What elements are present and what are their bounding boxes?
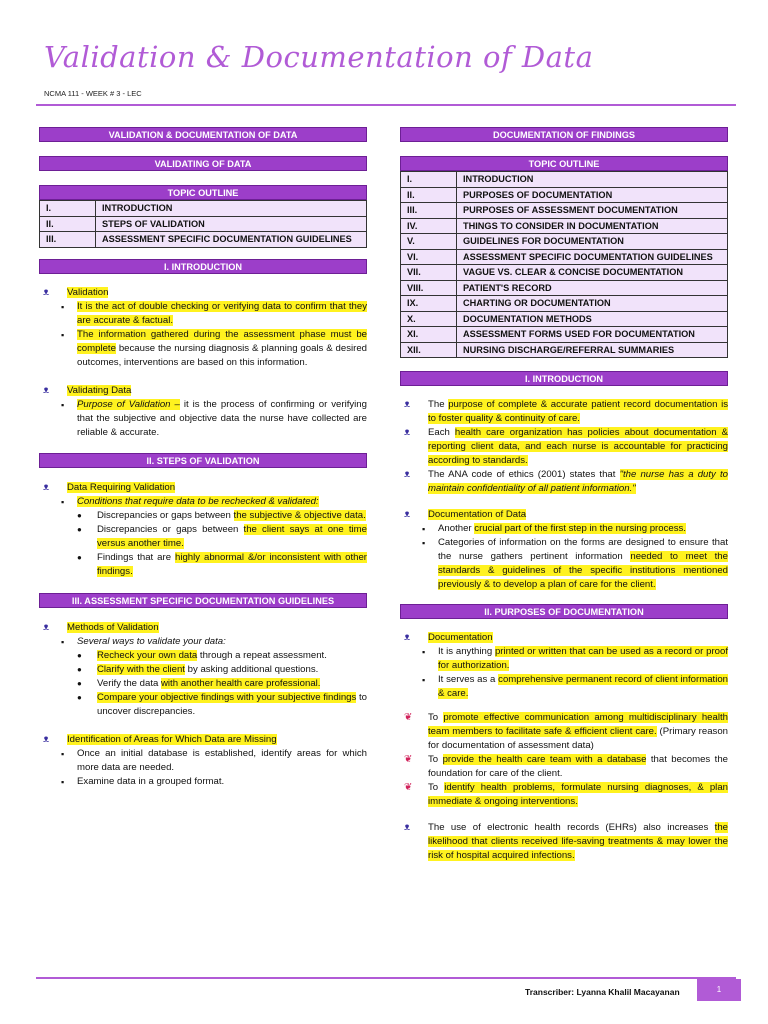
body-text: Several ways to validate your data: — [77, 635, 226, 647]
sub-list-item — [75, 663, 367, 677]
intro-item — [400, 468, 728, 496]
list-item — [61, 398, 367, 440]
outline-row — [401, 249, 728, 265]
body-text: it is the process of confirming or verifying that the subjective and objective data the nurse have collected are reliable & accurate. — [77, 398, 367, 438]
section-bar-assessment-guidelines: III. ASSESSMENT SPECIFIC DOCUMENTATION GUIDELINES — [39, 593, 367, 608]
section-bar-purposes: II. PURPOSES OF DOCUMENTATION — [400, 604, 728, 619]
list-item — [422, 522, 728, 536]
highlight-text: Conditions that require data to be rechecked & validated: — [77, 495, 319, 507]
course-subtitle: NCMA 111 - WEEK # 3 - LEC — [44, 89, 142, 98]
outline-row — [40, 232, 367, 248]
outline-row — [401, 311, 728, 327]
outline-row — [401, 296, 728, 312]
outline-num: I. — [40, 201, 96, 217]
butterfly-icon: ᴥ — [404, 427, 411, 438]
highlight-text: needed to meet the standards & guidelines of the specific institutions mentioned previously & to develop a plan of care for the client. — [438, 551, 728, 590]
outline-text: PURPOSES OF ASSESSMENT DOCUMENTATION — [457, 203, 728, 219]
outline-num: VII. — [401, 265, 457, 281]
body-text: Once an initial database is established, identify areas for which more data are needed. — [77, 747, 367, 773]
body-text: The — [428, 399, 449, 410]
outline-text: PURPOSES OF DOCUMENTATION — [457, 187, 728, 203]
validating-heading: Validating Data — [67, 384, 132, 396]
outline-row — [401, 234, 728, 250]
list-item — [422, 673, 728, 701]
list-item — [61, 328, 367, 370]
body-text: Another — [438, 523, 475, 534]
body-text: Discrepancies or gaps between — [97, 523, 244, 535]
doc-list — [422, 645, 728, 701]
outline-num: X. — [401, 311, 457, 327]
list-item — [422, 645, 728, 673]
list-item — [61, 300, 367, 328]
list-item — [61, 775, 367, 789]
body-text: To — [428, 712, 444, 723]
outline-num: III. — [401, 203, 457, 219]
outline-text: INTRODUCTION — [457, 172, 728, 188]
left-column — [39, 127, 367, 789]
outline-row — [401, 280, 728, 296]
outline-text: STEPS OF VALIDATION — [96, 216, 367, 232]
highlight-text: identify health problems, formulate nursing diagnoses, & plan immediate & ongoing interventions. — [428, 782, 728, 807]
outline-num: II. — [40, 216, 96, 232]
butterfly-icon: ᴥ — [404, 399, 411, 410]
documentation-of-data-item — [400, 508, 728, 522]
section-bar-introduction: I. INTRODUCTION — [39, 259, 367, 274]
validation-list — [61, 300, 367, 370]
sub-list-item — [75, 691, 367, 719]
list-item — [61, 747, 367, 775]
outline-row — [401, 187, 728, 203]
highlight-text: Clarify with the client — [97, 663, 185, 675]
section-bar-introduction: I. INTRODUCTION — [400, 371, 728, 386]
outline-text: DOCUMENTATION METHODS — [457, 311, 728, 327]
body-text: Each — [428, 427, 455, 438]
outline-num: IV. — [401, 218, 457, 234]
validation-item — [39, 286, 367, 300]
outline-num: II. — [401, 187, 457, 203]
outline-num: III. — [40, 232, 96, 248]
right-column — [400, 127, 728, 863]
req-heading: Data Requiring Validation — [67, 481, 176, 493]
body-text: Findings that are — [97, 551, 175, 563]
body-text: The ANA code of ethics (2001) states that — [428, 469, 620, 480]
outline-text: CHARTING OR DOCUMENTATION — [457, 296, 728, 312]
purpose-item — [400, 781, 728, 809]
body-text: The use of electronic health records (EHRs) also increases — [428, 822, 715, 833]
body-text: because the nursing diagnosis & planning goals & desired outcomes, interventions are based on this information. — [77, 342, 367, 368]
body-text: that becomes the foundation for care of the client. — [428, 754, 728, 779]
topic-outline-header: TOPIC OUTLINE — [400, 156, 728, 171]
rose-icon: ❦ — [404, 712, 413, 723]
highlight-text: comprehensive permanent record of client information & care. — [438, 674, 728, 699]
doc-heading: Documentation — [428, 632, 493, 643]
transcriber-credit: Transcriber: Lyanna Khalil Macayanan — [525, 987, 680, 997]
outline-text: GUIDELINES FOR DOCUMENTATION — [457, 234, 728, 250]
outline-num: VI. — [401, 249, 457, 265]
butterfly-icon: ᴥ — [43, 286, 50, 298]
outline-num: V. — [401, 234, 457, 250]
highlight-text: The information gathered during the assessment phase must be complete — [77, 328, 367, 354]
sub-list-item — [75, 523, 367, 551]
outline-text: THINGS TO CONSIDER IN DOCUMENTATION — [457, 218, 728, 234]
highlight-text: crucial part of the first step in the nursing process. — [474, 523, 686, 534]
highlight-text: highly abnormal &/or inconsistent with other findings. — [97, 551, 367, 577]
body-text: To — [428, 754, 443, 765]
topic-outline-table — [400, 171, 728, 358]
butterfly-icon: ᴥ — [404, 509, 411, 520]
list-item — [61, 495, 367, 579]
outline-row — [401, 172, 728, 188]
butterfly-icon: ᴥ — [43, 621, 50, 633]
sub-list-item — [75, 509, 367, 523]
outline-num: IX. — [401, 296, 457, 312]
body-text: through a repeat assessment. — [197, 649, 327, 661]
rose-icon: ❦ — [404, 782, 413, 793]
highlight-text: the subjective & objective data. — [233, 509, 366, 521]
intro-item — [400, 426, 728, 468]
outline-text: INTRODUCTION — [96, 201, 367, 217]
outline-text: ASSESSMENT SPECIFIC DOCUMENTATION GUIDELINES — [457, 249, 728, 265]
purpose-item — [400, 711, 728, 753]
highlight-text: purpose of complete & accurate patient record documentation is to foster quality & continuity of care. — [428, 399, 728, 424]
body-text: (Primary reason for documentation of assessment data) — [428, 726, 728, 751]
purpose-item — [400, 753, 728, 781]
req-list — [61, 495, 367, 579]
highlight-text: It is the act of double checking or verifying data to confirm that they are accurate & factual. — [77, 300, 367, 326]
methods-list — [61, 635, 367, 719]
rose-icon: ❦ — [404, 754, 413, 765]
methods-item — [39, 621, 367, 635]
ident-list — [61, 747, 367, 789]
data-requiring-validation-item — [39, 481, 367, 495]
validation-heading: Validation — [67, 286, 109, 298]
outline-num: XI. — [401, 327, 457, 343]
validating-data-item — [39, 384, 367, 398]
docdata-heading: Documentation of Data — [428, 509, 527, 520]
butterfly-icon: ᴥ — [43, 733, 50, 745]
outline-text: NURSING DISCHARGE/REFERRAL SUMMARIES — [457, 342, 728, 358]
page-number: 1 — [697, 979, 741, 1001]
highlight-text: provide the health care team with a database — [442, 754, 647, 765]
sub-list-item — [75, 551, 367, 579]
body-text: It is anything — [438, 646, 495, 657]
body-text: by asking additional questions. — [184, 663, 319, 675]
highlight-text: Compare your objective findings with your subjective findings — [97, 691, 357, 703]
bottom-divider — [36, 977, 736, 979]
highlight-text: with another health care professional. — [161, 677, 321, 689]
outline-text: ASSESSMENT FORMS USED FOR DOCUMENTATION — [457, 327, 728, 343]
outline-row — [401, 203, 728, 219]
highlight-text: "the nurse has a duty to maintain confidentiality of all patient information." — [428, 469, 728, 494]
butterfly-icon: ᴥ — [404, 632, 411, 643]
highlight-text: health care organization has policies about documentation & reporting client data, and each nurse is accountable for practicing according to standards. — [428, 427, 728, 466]
highlight-text: the likelihood that clients received life-saving treatments & may lower the risk of hospital acquired infections. — [428, 822, 728, 861]
validating-list — [61, 398, 367, 440]
docdata-list — [422, 522, 728, 592]
methods-heading: Methods of Validation — [67, 621, 159, 633]
topic-outline-header: TOPIC OUTLINE — [39, 185, 367, 200]
highlight-text: printed or written that can be used as a record or proof for authorization. — [438, 646, 728, 671]
butterfly-icon: ᴥ — [404, 822, 411, 833]
outline-num: XII. — [401, 342, 457, 358]
body-text: It serves as a — [438, 674, 499, 685]
outline-row — [401, 327, 728, 343]
highlight-text: the client says at one time versus another time. — [97, 523, 367, 549]
intro-item — [400, 398, 728, 426]
body-text: Examine data in a grouped format. — [77, 775, 225, 787]
outline-row — [401, 265, 728, 281]
outline-num: I. — [401, 172, 457, 188]
butterfly-icon: ᴥ — [43, 384, 50, 396]
req-sublist — [75, 509, 367, 579]
outline-row — [40, 201, 367, 217]
list-item — [61, 635, 367, 719]
outline-row — [401, 342, 728, 358]
outline-text: VAGUE VS. CLEAR & CONCISE DOCUMENTATION — [457, 265, 728, 281]
page-title: Validation & Documentation of Data — [44, 40, 594, 74]
highlight-text: Recheck your own data — [97, 649, 198, 661]
topic-outline-table — [39, 200, 367, 248]
section-bar-validation-documentation: VALIDATION & DOCUMENTATION OF DATA — [39, 127, 367, 142]
butterfly-icon: ᴥ — [43, 481, 50, 493]
butterfly-icon: ᴥ — [404, 469, 411, 480]
body-text: to uncover discrepancies. — [97, 691, 367, 717]
list-item — [422, 536, 728, 592]
section-bar-steps-of-validation: II. STEPS OF VALIDATION — [39, 453, 367, 468]
section-bar-validating-data: VALIDATING OF DATA — [39, 156, 367, 171]
outline-text: ASSESSMENT SPECIFIC DOCUMENTATION GUIDELINES — [96, 232, 367, 248]
ehr-item — [400, 821, 728, 863]
purpose-label: Purpose of Validation – — [77, 398, 180, 410]
body-text: Verify the data — [97, 677, 161, 689]
methods-sublist — [75, 649, 367, 719]
body-text: Discrepancies or gaps between — [97, 509, 234, 521]
outline-row — [401, 218, 728, 234]
identification-item — [39, 733, 367, 747]
ident-heading: Identification of Areas for Which Data are Missing — [67, 733, 277, 745]
documentation-item — [400, 631, 728, 645]
top-divider — [36, 104, 736, 106]
highlight-text: promote effective communication among multidisciplinary health team members to facilitate safe & efficient client care. — [428, 712, 728, 737]
outline-row — [40, 216, 367, 232]
body-text: To — [428, 782, 445, 793]
sub-list-item — [75, 677, 367, 691]
section-bar-documentation-of-findings: DOCUMENTATION OF FINDINGS — [400, 127, 728, 142]
sub-list-item — [75, 649, 367, 663]
body-text: Categories of information on the forms are designed to ensure that the nurse gathers pertinent information — [438, 537, 728, 562]
outline-text: PATIENT'S RECORD — [457, 280, 728, 296]
outline-num: VIII. — [401, 280, 457, 296]
